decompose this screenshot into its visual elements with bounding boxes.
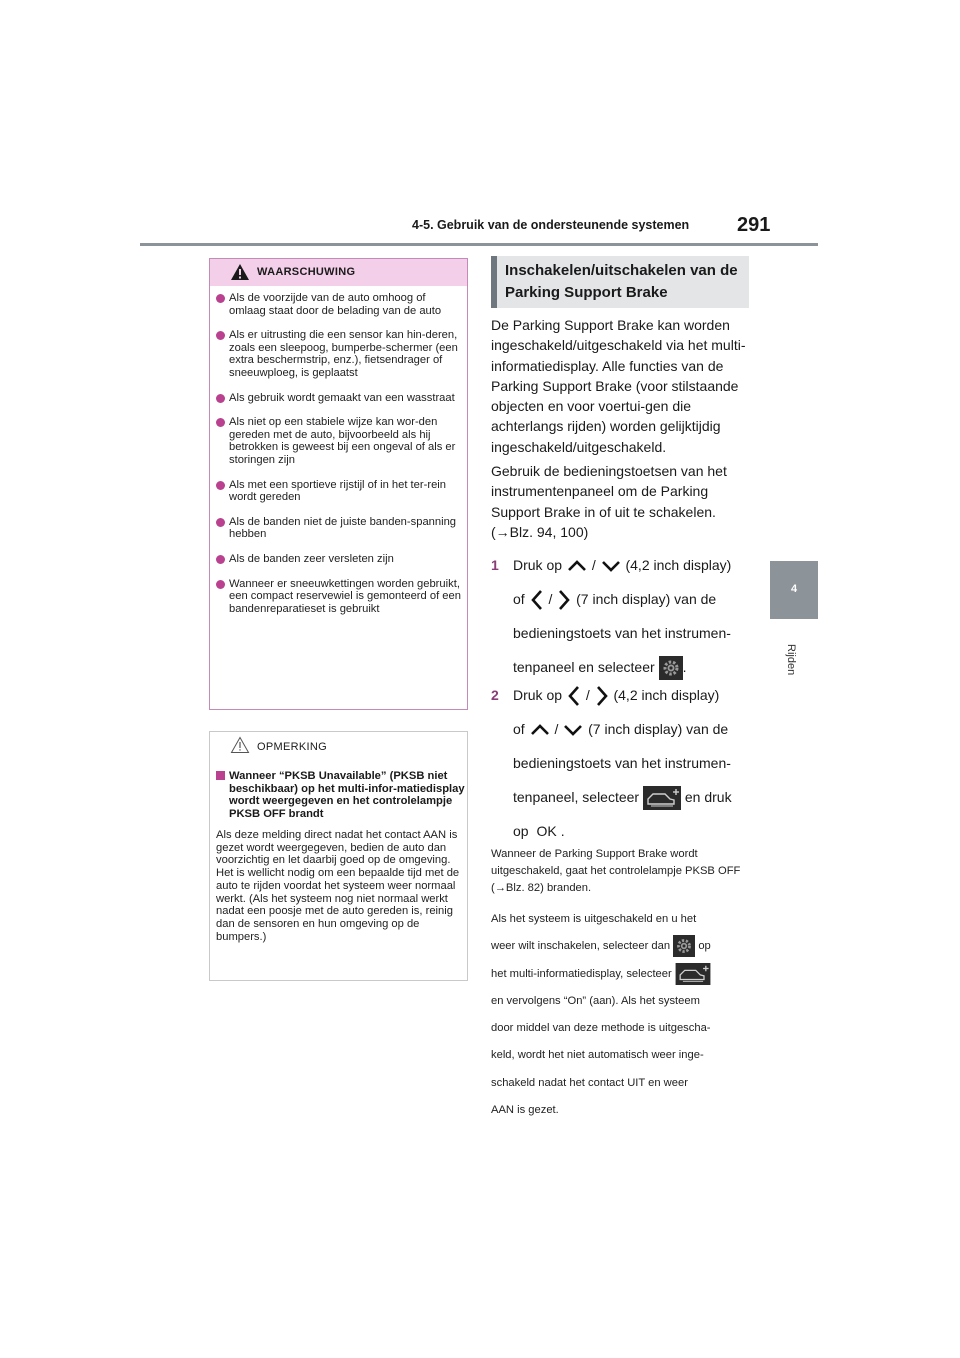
bullet-icon xyxy=(216,518,225,527)
step-text: / xyxy=(591,557,596,573)
note-subheading-text: Wanneer “PKSB Unavailable” (PKSB niet beschikbaar) op het multi-infor-matiedisplay wordt weergegeven en het controlelampje PKSB OFF brandt xyxy=(229,770,465,821)
step-line xyxy=(513,814,753,848)
list-item-text: Als de banden zeer versleten zijn xyxy=(229,552,394,565)
chevron-right-icon xyxy=(556,588,572,612)
square-bullet-icon xyxy=(216,771,225,780)
note-text: weer wilt inschakelen, selecteer dan xyxy=(491,940,671,953)
warning-header xyxy=(210,259,467,286)
instruction-paragraph: Gebruik de bedieningstoetsen van het instrumentenpaneel om de Parking Support Brake in of uit te schakelen. (→Blz. 94, 100) xyxy=(491,463,727,540)
chevron-left-icon xyxy=(529,588,545,612)
step-line xyxy=(513,548,753,582)
step-number: 2 xyxy=(491,687,499,703)
chevron-up-icon xyxy=(529,723,551,737)
section-title: 4-5. Gebruik van de ondersteunende systemen xyxy=(412,218,690,232)
list-item xyxy=(216,329,462,379)
heading-accent-bar xyxy=(491,256,497,308)
note-line: schakeld nadat het contact UIT en weer xyxy=(491,1076,688,1089)
step-text: (7 inch display) van de xyxy=(588,721,729,737)
step-text: / xyxy=(585,687,590,703)
warning-list xyxy=(216,292,462,627)
list-item xyxy=(216,553,462,566)
note-line: Als het systeem is uitgeschakeld en u het xyxy=(491,913,697,925)
chapter-number: 4 xyxy=(790,583,798,595)
bullet-icon xyxy=(216,394,225,403)
step-2 xyxy=(491,678,753,848)
list-item xyxy=(216,392,462,405)
note-box xyxy=(209,731,468,981)
step-line: bedieningstoets van het instrumen- xyxy=(513,755,731,771)
list-item xyxy=(216,416,462,466)
step-text: of xyxy=(513,591,525,607)
step-text: tenpaneel, selecteer xyxy=(513,789,640,805)
chevron-left-icon xyxy=(566,684,582,708)
note-line: AAN is gezet. xyxy=(491,1104,559,1117)
note-title: OPMERKING xyxy=(257,741,327,753)
chapter-label-wrap xyxy=(780,644,804,704)
step-text: / xyxy=(548,591,553,607)
step-text: (4,2 inch display) xyxy=(613,687,720,703)
page-number: 291 xyxy=(737,214,771,236)
step-line xyxy=(513,780,753,814)
step-line: bedieningstoets van het instrumen- xyxy=(513,625,731,641)
step-text: (7 inch display) van de xyxy=(576,591,717,607)
caution-triangle-icon xyxy=(230,736,250,754)
note-line: door middel van deze methode is uitgescha- xyxy=(491,1022,711,1035)
bullet-icon xyxy=(216,580,225,589)
step-text: op xyxy=(513,823,529,839)
header-rule xyxy=(140,243,818,246)
settings-gear-icon xyxy=(673,935,695,957)
list-item xyxy=(216,516,462,541)
chapter-label: Rijden xyxy=(785,644,797,676)
step-text: / xyxy=(554,721,559,737)
note-line: en vervolgens “On” (aan). Als het systeem xyxy=(491,994,700,1007)
step-line xyxy=(513,678,753,712)
note-line xyxy=(491,933,753,960)
step-text: tenpaneel en selecteer xyxy=(513,659,655,675)
bullet-icon xyxy=(216,294,225,303)
step-text: Druk op xyxy=(513,687,563,703)
note-body: Als deze melding direct nadat het contact AAN is gezet wordt weergegeven, bedien de auto dan voorzichtig en let daarbij goed op de omgeving. Het is wellicht nodig om een bepaalde tijd met de auto te rijden voordat het systeem weer normaal werkt. (Als het systeem nog niet normaal werkt nadat een poosje met de auto gereden is, reinig dan de sensoren en hun omgeving op de bumpers.) xyxy=(216,829,460,943)
section-heading-text: Inschakelen/uitschakelen van de Parking Support Brake xyxy=(505,262,738,301)
step-number: 1 xyxy=(491,557,499,573)
warning-triangle-icon xyxy=(230,263,250,281)
note-subheading xyxy=(216,770,466,821)
list-item xyxy=(216,479,462,504)
bullet-icon xyxy=(216,331,225,340)
list-item-text: Als gebruik wordt gemaakt van een wasstraat xyxy=(229,391,455,404)
list-item-text: Als niet op een stabiele wijze kan wor-den gereden met de auto, bijvoorbeeld als hij betrokken is geweest bij een ongeval of als er storingen zijn xyxy=(229,416,456,466)
bullet-icon xyxy=(216,555,225,564)
re-enable-note xyxy=(491,906,753,1124)
intro-paragraph: De Parking Support Brake kan worden ingeschakeld/uitgeschakeld via het multi-informatiedisplay. Alle functies van de Parking Support Brake (voor stilstaande objecten en voor voertui-gen die achterlangs rijden) worden gelijktijdig ingeschakeld/uitgeschakeld. xyxy=(491,317,746,455)
note-text: het multi-informatiedisplay, selecteer xyxy=(491,967,672,980)
note-header xyxy=(210,732,467,759)
chevron-down-icon xyxy=(600,559,622,573)
chevron-down-icon xyxy=(562,723,584,737)
note-text: op xyxy=(698,940,711,953)
warning-box xyxy=(209,258,468,710)
parking-support-brake-icon xyxy=(643,786,681,810)
note-line: keld, wordt het niet automatisch weer inge- xyxy=(491,1049,704,1062)
bullet-icon xyxy=(216,481,225,490)
list-item-text: Als de banden niet de juiste banden-spanning hebben xyxy=(229,515,457,541)
step-text: en druk xyxy=(684,789,732,805)
list-item-text: Als de voorzijde van de auto omhoog of omlaag staat door de belading van de auto xyxy=(229,292,442,317)
chevron-right-icon xyxy=(594,684,610,708)
bullet-icon xyxy=(216,418,225,427)
settings-gear-icon xyxy=(659,656,683,680)
parking-support-brake-icon xyxy=(675,963,711,985)
step-text: (4,2 inch display) xyxy=(625,557,732,573)
step-line xyxy=(513,712,753,746)
note-line xyxy=(491,961,753,988)
list-item-text: Als met een sportieve rijstijl of in het ter-rein wordt gereden xyxy=(229,478,446,504)
step-text: Druk op xyxy=(513,557,563,573)
list-item xyxy=(216,578,462,616)
list-item-text: Wanneer er sneeuwkettingen worden gebruikt, een compact reservewiel is gemonteerd of een bandenreparatieset is gebruikt xyxy=(229,577,461,615)
step-line xyxy=(513,582,753,616)
ok-button-glyph: OK xyxy=(536,823,557,839)
list-item-text: Als er uitrusting die een sensor kan hin-deren, zoals een sleepoog, bumperbe-schermer (een extra beschermstrip, enz.), fietsendrager of sneeuwploeg, is geplaatst xyxy=(229,329,458,379)
section-heading xyxy=(491,256,749,308)
step-text: . xyxy=(560,823,565,839)
step-text: . xyxy=(682,659,687,675)
chapter-tab xyxy=(770,561,818,619)
warning-title: WAARSCHUWING xyxy=(257,266,356,278)
chevron-up-icon xyxy=(566,559,588,573)
list-item xyxy=(216,292,462,317)
disabled-note: Wanneer de Parking Support Brake wordt uitgeschakeld, gaat het controlelampje PKSB OFF (→Blz. 82) branden. xyxy=(491,848,741,895)
step-1 xyxy=(491,548,753,684)
step-text: of xyxy=(513,721,525,737)
